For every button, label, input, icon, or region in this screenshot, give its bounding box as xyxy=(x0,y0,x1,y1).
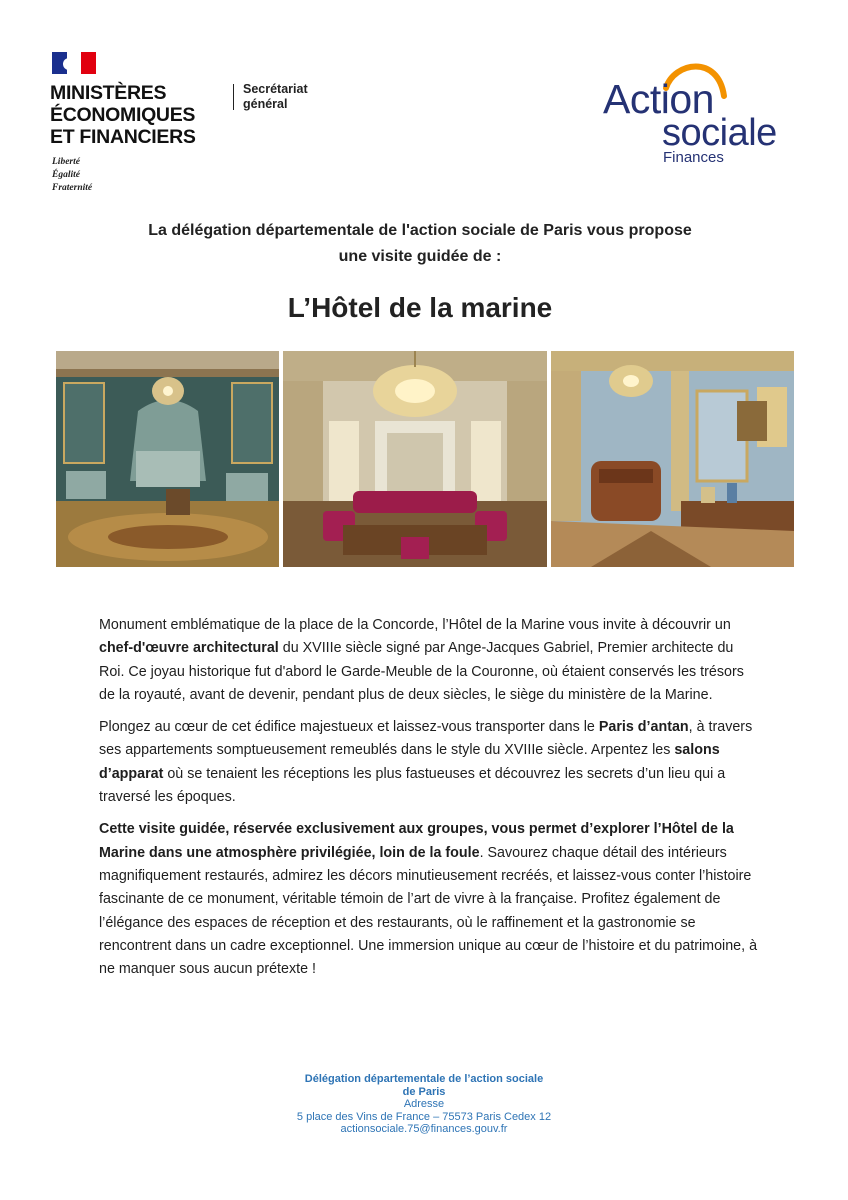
footer-org: Délégation départementale de l’action sociale xyxy=(304,1073,544,1085)
logo-word-sociale: sociale xyxy=(662,112,777,154)
ministry-name xyxy=(50,82,196,148)
motto-line: Liberté xyxy=(52,157,80,167)
description xyxy=(99,614,759,990)
ministry-line: ÉCONOMIQUES xyxy=(50,104,196,126)
text-run-bold: Paris d’antan xyxy=(598,719,689,736)
paragraph xyxy=(99,614,759,707)
footer-address: 5 place des Vins de France – 75573 Paris Cedex 12 xyxy=(296,1110,552,1123)
footer-contact xyxy=(224,1073,624,1136)
republic-motto xyxy=(52,156,92,195)
logo-word-action: Action xyxy=(603,76,714,122)
photo-study-room xyxy=(551,351,794,567)
secretariat-line: général xyxy=(243,97,288,111)
footer-email: actionsociale.75@finances.gouv.fr xyxy=(340,1123,508,1136)
intro-text xyxy=(60,218,780,270)
secretariat-line: Secrétariat xyxy=(243,82,308,96)
page-title: L’Hôtel de la marine xyxy=(287,292,553,323)
motto-line: Égalité xyxy=(52,170,80,180)
photo-green-bedroom xyxy=(56,351,279,567)
text-run: Monument emblématique de la place de la Concorde, l’Hôtel de la Marine vous invite à découvrir un xyxy=(99,617,731,633)
paragraph xyxy=(99,818,759,981)
secretariat-label xyxy=(243,82,308,112)
text-run-bold: salons d’apparat xyxy=(99,742,720,782)
photo-grand-salon xyxy=(283,351,547,567)
ministry-line: MINISTÈRES xyxy=(50,82,167,104)
text-run: , à travers ses appartements somptueusement remeublés dans le style du XVIIIe siècle. Arpentez les xyxy=(99,719,753,759)
marianne-flag-icon xyxy=(52,52,96,74)
footer-org-city: de Paris xyxy=(402,1085,446,1098)
text-run: où se tenaient les réceptions les plus fastueuses et découvrez les secrets d’un lieu qui a traversé les époques. xyxy=(99,765,726,806)
secretariat-divider xyxy=(233,84,234,110)
text-run: . Savourez chaque détail des intérieurs magnifiquement restaurés, admirez les décors minutieusement recréés, et laissez-vous conter l’histoire fascinante de ce monument, véritable témoin de l’art de vivre à la française. Profitez également de l’élégance des espaces de réception et des restaurants, où le raffinement et la gastronomie se rencontrent dans un cadre exceptionnel. Une immersion unique au cœur de l’histoire et du patrimoine, à ne manquer sous aucun prétexte ! xyxy=(99,844,758,978)
intro-line: une visite guidée de : xyxy=(338,248,502,265)
text-run: Plongez au cœur de cet édifice majestueux et laissez-vous transporter dans le xyxy=(99,719,599,736)
intro-line: La délégation départementale de l'action sociale de Paris vous propose xyxy=(148,222,692,239)
text-run: du XVIIIe siècle signé par Ange-Jacques Gabriel, Premier architecte du Roi. Ce joyau historique fut d'abord le Garde-Meuble de la Couronne, où étaient conservés les trésors de la royauté, avant de devenir, pendant plus de deux siècles, le siège du ministère de la Marine. xyxy=(99,640,744,703)
logo-word-finances: Finances xyxy=(663,149,724,166)
action-sociale-logo xyxy=(600,58,790,170)
paragraph xyxy=(99,716,759,809)
text-run-bold: chef-d'œuvre architectural xyxy=(99,640,279,657)
text-run-bold: Cette visite guidée, réservée exclusivement aux groupes, vous permet d’explorer l’Hôtel de la Marine dans une atmosphère privilégiée, loin de la foule xyxy=(99,821,734,861)
ministry-line: ET FINANCIERS xyxy=(50,126,196,148)
footer-address-label: Adresse xyxy=(403,1098,445,1111)
motto-line: Fraternité xyxy=(52,183,93,193)
